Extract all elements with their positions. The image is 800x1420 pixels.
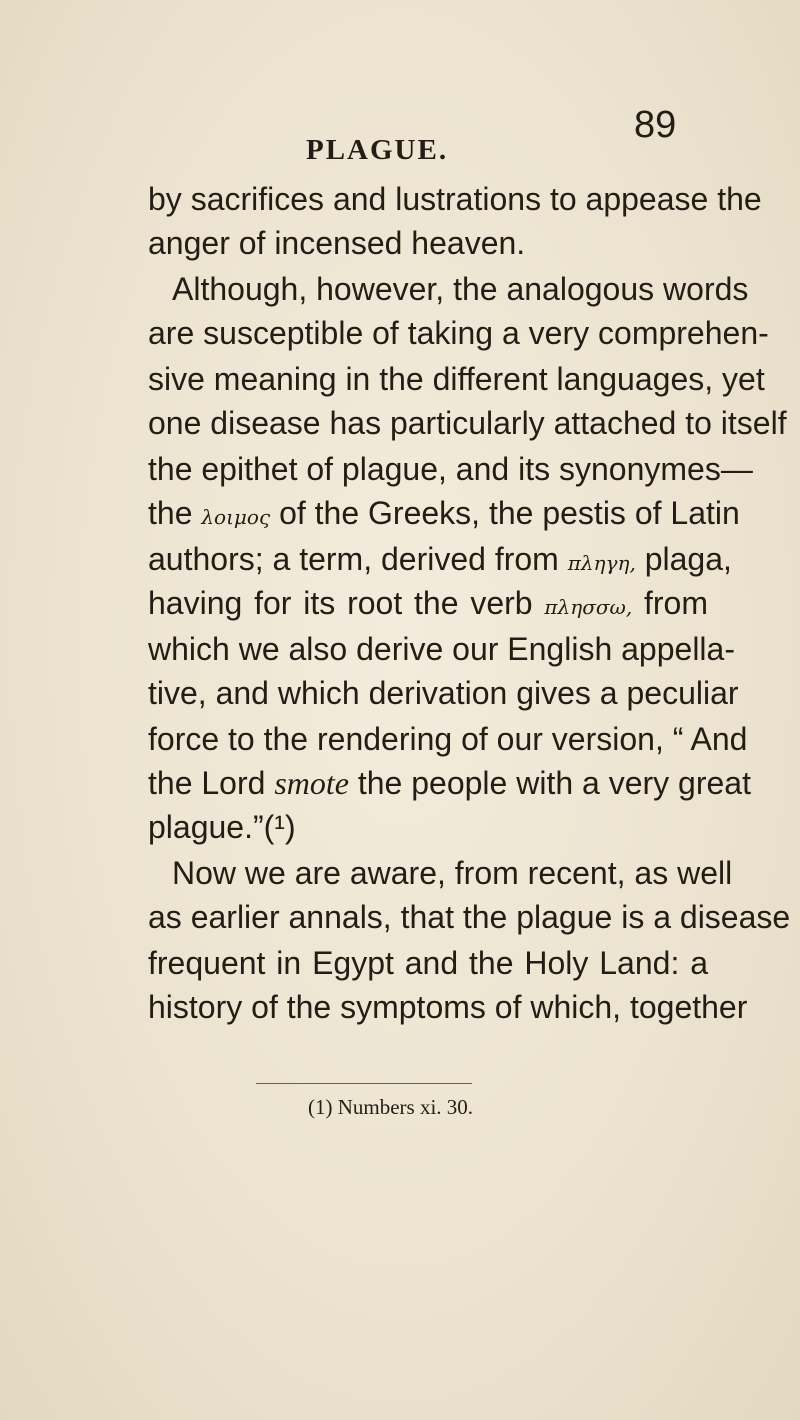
text-line-3: Although, however, the analogous words	[172, 271, 749, 307]
text-line-10: having for its root the verb πλησσω, from	[148, 585, 709, 621]
greek-word-plesso: πλησσω,	[544, 595, 633, 619]
footnote-rule	[256, 1083, 472, 1084]
text-line-6: one disease has particularly attached to itself	[148, 405, 787, 441]
text-line-2: anger of incensed heaven.	[148, 225, 526, 261]
text-line-15: plague.”(¹)	[148, 809, 296, 845]
text-line-12: tive, and which derivation gives a peculiar	[148, 675, 739, 711]
running-head: PLAGUE.	[306, 134, 449, 166]
text-line-1: by sacrifices and lustrations to appease the	[148, 181, 762, 217]
page-number: 89	[634, 104, 677, 146]
text-line-13: force to the rendering of our version, “ And	[148, 721, 748, 757]
text-line-19: history of the symptoms of which, together	[148, 989, 748, 1025]
text-line-11: which we also derive our English appella-	[148, 631, 735, 667]
greek-word-loimos: λοιμος	[201, 505, 271, 529]
text-line-4: are susceptible of taking a very comprehen-	[148, 315, 769, 351]
text-line-5: sive meaning in the different languages, yet	[148, 361, 765, 397]
text-line-16: Now we are aware, from recent, as well	[172, 855, 733, 891]
greek-word-plege: πληγη,	[567, 551, 636, 575]
text-line-7: the epithet of plague, and its synonymes—	[148, 451, 753, 487]
italic-word-smote: smote	[274, 765, 349, 801]
text-line-14: the Lord smote the people with a very great	[148, 765, 751, 801]
text-line-9: authors; a term, derived from πληγη, plaga,	[148, 541, 732, 577]
footnote: (1) Numbers xi. 30.	[308, 1095, 474, 1119]
text-line-18: frequent in Egypt and the Holy Land: a	[148, 945, 708, 981]
text-line-8: the λοιμος of the Greeks, the pestis of Latin	[148, 495, 740, 531]
text-line-17: as earlier annals, that the plague is a disease	[148, 899, 791, 935]
